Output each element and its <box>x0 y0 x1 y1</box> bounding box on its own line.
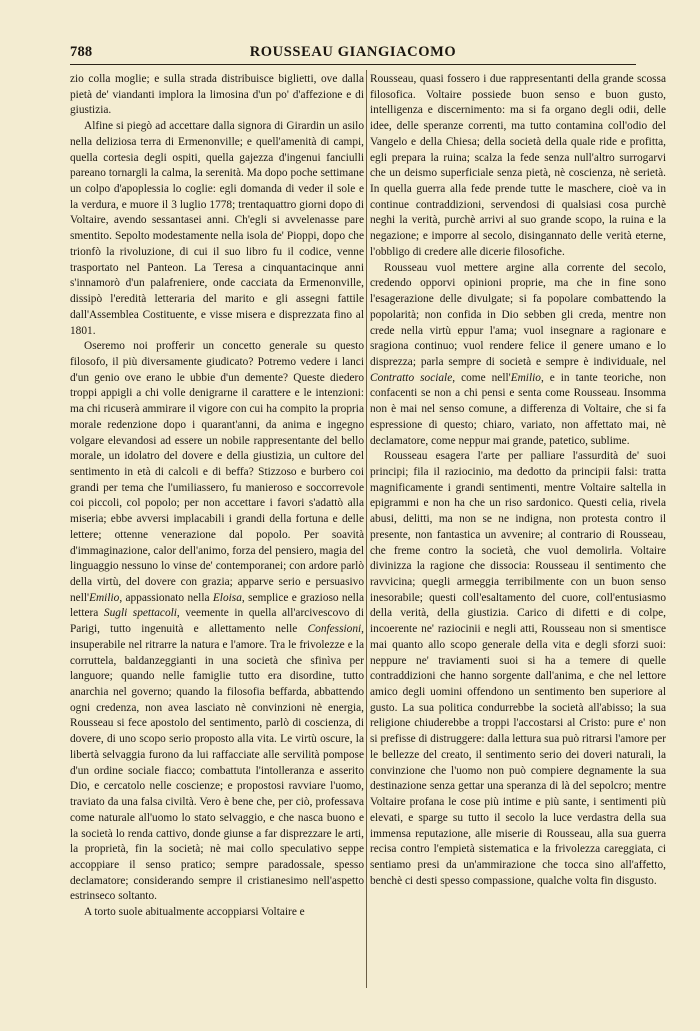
header-rule <box>70 64 636 65</box>
work-title: Emilio <box>89 591 120 604</box>
paragraph: Alfine si piegò ad accettare dalla signora di Girardin un asilo nella deliziosa terra di Ermenonville; e quell'amenità di campi, quella cortesia degli ospiti, quella gajezza d'ingenui fanciulli pareano tornargli la calma, la serenità. Ma dopo poche settimane un colpo d'apoplessia lo coglie: egli domanda di veder il sole e la verdura, e muore il 3 luglio 1778; trentaquattro giorni dopo di Voltaire, avendo sessantasei anni. Ch'egli si avvelenasse pare smentito. Sepolto modestamente nella isola de' Pioppi, dopo che trionfò la rivoluzione, di cui il suo libro fu il codice, venne trasportato nel Panteon. La Teresa a cinquantacinque anni s'innamorò d'un palafreniere, onde cacciata da Ermenonville, dissipò l'eredità letteraria del marito e gli assegni fattile dall'Assemblea Costituente, e visse misera e disprezzata fino al 1801. <box>70 120 364 337</box>
page-number: 788 <box>70 44 93 60</box>
paragraph: A torto suole abitualmente accoppiarsi Voltaire e <box>84 906 305 919</box>
paragraph: zio colla moglie; e sulla strada distribuisce biglietti, ove dalla pietà de' viandanti implora la limosina d'un po' d'affezione e di giustizia. <box>70 73 364 117</box>
right-column <box>370 72 666 889</box>
work-title: Contratto sociale <box>370 371 453 384</box>
work-title: Eloisa <box>212 591 242 604</box>
page-header <box>70 44 636 66</box>
paragraph: Rousseau, quasi fossero i due rappresentanti della grande scossa filosofica. Voltaire possiede buon senso e buon gusto, intelligenza e discernimento: ma si fa organo degli odii, delle idee, delle speranze correnti, ma tutto contamina coll'odio del Vangelo e della Chiesa; della società della quale ride e profitta, egli prepara la ruina; scalza la fede senza null'altro surrogarvi che un deismo superficiale senza pietà, nè coscienza, nè serietà. In quella guerra alla fede prende tutte le maschere, cioè va in continue contraddizioni, servendosi di qualsiasi cosa purchè neghi la verità, purchè arrivi al suo grande scopo, la ruina e la negazione; e imporre al secolo, disingannato delle verità eterne, l'obbligo di credere alle dicerie filosofiche. <box>370 73 666 258</box>
column-divider <box>366 70 367 988</box>
paragraph: Oseremo noi profferir un concetto generale su questo filosofo, il più diversamente giudicato? Potremo vedere i lanci d'un genio ove erano le ubbie d'un demente? Queste diedero troppi appigli a chi volle denigrarne il carattere e le intenzioni: ma chi ricuserà ammirare il vigore con cui ha compito la propria morale redenzione dopo i quarant'anni, da anima e ingegno volgare elevandosi ad essere un nobile rappresentante del bello morale, un idolatro del dovere e della giustizia, un cultore del sentimento in età di calcoli e di beffa? Stizzoso e burbero coi grandi per tema che l'umiliassero, fu manieroso e soccorrevole coi piccoli, col popolo; per non accettare i favori s'adattò alla miseria; ebbe avversi implacabili i grandi della fortuna e delle lettere; ottenne venerazione dal popolo. Per soavità d'immaginazione, calor dell'animo, forza del pensiero, magia del linguaggio nessuno lo vinse de' contemporanei; con ardore parlò della virtù, del dovere con grazia; apparve serio e persuasivo nell'Emilio, appassionato nella Eloisa, semplice e grazioso nella lettera Sugli spettacoli, veemente in quella all'arcivescovo di Parigi, tutto ingenuità e allettamento nelle Confessioni, insuperabile nel ritrarre la natura e l'amore. Tra le frivolezze e la corruttela, baldanzeggianti in una società che sfinìva per languore; quando nelle famiglie tutto era disordine, tutto anarchia nel governo; quando la filosofia beffarda, abbattendo ogni credenza, non avea lasciato nè convinzioni nè energia, Rousseau si fece apostolo del sentimento, parlò di coscienza, di dovere, di uno scopo serio proposto alla vita. Le virtù oscure, la libertà selvaggia furono da lui raffacciate alle servilità pompose d'un ordine sociale fiacco; combattuta l'intolleranza e asserito Dio, e cercatolo nelle coscienze; e propostosi ravviare l'uomo, traviato da una falsa civiltà. Vero è bene che, per ciò, professava come naturale all'uomo lo stato selvaggio, e che nasca buono e la società lo renda cattivo, donde giunse a far disprezzare le arti, la proprietà, fin la società; nè mai collo speculativo seppe accoppiare il senso pratico; sempre paradossale, spesso declamatore; considerando sempre il cristianesimo nell'aspetto estrinseco soltanto. <box>70 340 364 903</box>
paragraph: Rousseau esagera l'arte per palliare l'assurdità de' suoi principi; fila il raziocinio, ma dedotto da principii falsi: tratta magnificamente i grandi sentimenti, mentre Voltaire saltella in epigrammi e non ha che un riso sardonico. Questi celia, rivela abusi, delitti, ma non se ne indigna, non protesta contro il presente, non fantastica un avvenire; al contrario di Rousseau, che freme contro la società, che vuol demolirla. Voltaire divinizza la ragione che dissocia: Rousseau il sentimento che ravvicina; quegli armeggia terribilmente con un buon senso inesorabile; questi coll'esaltamento del cuore, coll'entusiasmo della verità, della giustizia. Carico di difetti e di colpe, incoerente ne' raziocinii e negli atti, Rousseau non si smentisce mai quanto allo scopo generale della vita e degli sforzi suoi: neppure ne' traviamenti suoi si ha a temere di quelle contraddizioni che hanno sorgente dall'anima, e che nel lettore amico degli uomini offendono un sentimento ben superiore al gusto. La sua politica condurrebbe la società all'abisso; la sua religione chiuderebbe a troppi l'accostarsi al Cristo: pure e' non si prefisse di distruggere: dalla lettura sua può ritrarsi l'amore per le bellezze del creato, il sentimento serio dei doveri naturali, la convinzione che l'uomo non può compiere degnamente la sua destinazione senza gettar una speranza di là del sepolcro; mentre Voltaire profana le cose più intime e più sante, i sentimenti più elevati, e sparge su tutto il secolo la luce verdastra della sua immensa reputazione, alle miserie di Rousseau, alla sua guerra recisa contro l'empietà sistematica e la frivolezza careggiata, ci sentiamo presi da un'ammirazione che tocca sino all'affetto, benchè ci desti spesso compassione, qualche volta fin disgusto. <box>370 450 666 887</box>
paragraph: Rousseau vuol mettere argine alla corrente del secolo, credendo opporvi opinioni proprie, ma che in fine sono l'esagerazione delle divulgate; si fa popolare combattendo la popolarità; non confida in Dio sebben gli creda, mentre non crede nella virtù eppur l'ama; vuol insegnare a ragionare e sragiona continuo; vuol rendere felice il genere umano e lo disprezza; parla sempre di società e sempre è individuale, nel Contratto sociale, come nell'Emilio, e in tante teoriche, non confacenti se non a chi pensi e senta come Rousseau. Insomma non è mai nel senso comune, a differenza di Voltaire, che si fa espressione di questo; chiaro, variato, non affettato mai, nè declamatore, come neppur mai grande, patetico, sublime. <box>370 261 666 447</box>
work-title: Confessioni <box>307 623 362 636</box>
work-title: Emilio <box>510 371 541 384</box>
left-column <box>70 72 364 921</box>
running-title: ROUSSEAU GIANGIACOMO <box>249 44 457 60</box>
work-title: Sugli spettacoli <box>103 607 177 620</box>
